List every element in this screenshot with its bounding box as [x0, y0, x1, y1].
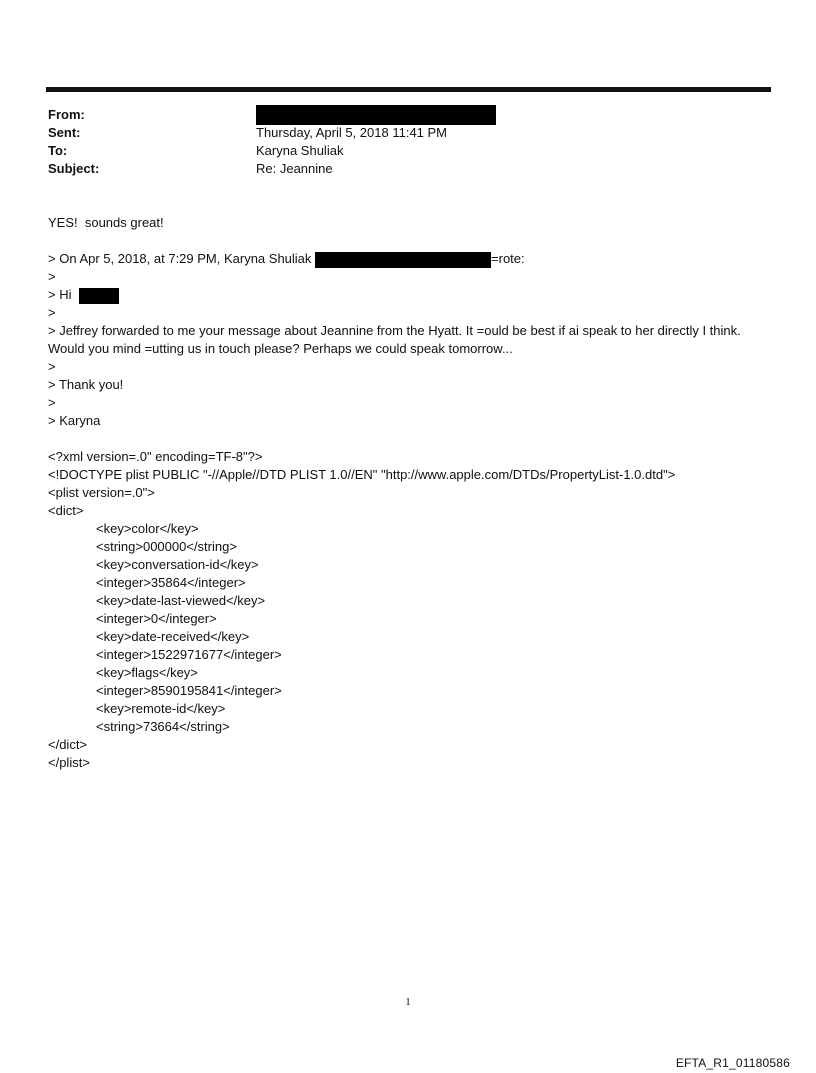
plist-line: <integer>8590195841</integer>	[96, 683, 282, 698]
to-label: To:	[48, 143, 68, 158]
quote-intro-prefix: > On Apr 5, 2018, at 7:29 PM, Karyna Shuliak	[48, 251, 316, 266]
plist-line: <plist version=.0">	[48, 485, 155, 500]
plist-line: <dict>	[48, 503, 84, 518]
plist-line: </plist>	[48, 755, 90, 770]
plist-line: <integer>1522971677</integer>	[96, 647, 282, 662]
subject-value: Re: Jeannine	[256, 161, 333, 176]
plist-line: <integer>35864</integer>	[96, 575, 246, 590]
plist-line: <key>date-last-viewed</key>	[96, 593, 266, 608]
plist-line: <string>73664</string>	[96, 719, 230, 734]
plist-line: </dict>	[48, 737, 88, 752]
redaction-block	[256, 105, 496, 125]
spacer	[48, 430, 763, 448]
plist-line: <?xml version=.0" encoding=TF-8"?>	[48, 449, 263, 464]
redaction-block	[315, 252, 491, 268]
plist-line: <key>conversation-id</key>	[96, 557, 259, 572]
email-header	[48, 106, 768, 178]
quote-intro	[48, 250, 763, 268]
quote-greeting	[48, 286, 763, 304]
page-number: 1	[405, 996, 411, 1008]
plist-block	[48, 448, 763, 772]
subject-label: Subject:	[48, 161, 100, 176]
sent-value: Thursday, April 5, 2018 11:41 PM	[256, 125, 448, 140]
from-row	[48, 106, 768, 124]
to-row	[48, 142, 768, 160]
sent-row	[48, 124, 768, 142]
plist-line: <integer>0</integer>	[96, 611, 217, 626]
plist-line: <key>date-received</key>	[96, 629, 250, 644]
header-rule	[46, 87, 771, 92]
document-id: EFTA_R1_01180586	[675, 1056, 790, 1070]
plist-line: <key>flags</key>	[96, 665, 198, 680]
to-value: Karyna Shuliak	[256, 143, 344, 158]
email-body	[48, 214, 763, 772]
from-value	[256, 106, 496, 125]
quote-intro-suffix: =rote:	[491, 251, 525, 266]
plist-line: <key>remote-id</key>	[96, 701, 226, 716]
quote-message: > Jeffrey forwarded to me your message about Jeannine from the Hyatt. It =ould be best if ai speak to her directly I think. Would you mind =utting us in touch please? Perhaps we could speak tomorrow...	[48, 323, 745, 356]
quote-thanks: > Thank you!	[48, 377, 124, 392]
sent-label: Sent:	[48, 125, 81, 140]
greeting-prefix: > Hi	[48, 287, 76, 302]
plist-line: <string>000000</string>	[96, 539, 237, 554]
plist-line: <key>color</key>	[96, 521, 199, 536]
quote-line: >	[48, 269, 56, 284]
reply-text: YES! sounds great!	[48, 215, 164, 230]
subject-row	[48, 160, 768, 178]
quote-line: >	[48, 395, 56, 410]
quote-line: >	[48, 305, 56, 320]
quote-signature: > Karyna	[48, 413, 101, 428]
from-label: From:	[48, 107, 85, 122]
redaction-block	[79, 288, 119, 304]
quote-line: >	[48, 359, 56, 374]
spacer	[48, 232, 763, 250]
plist-line: <!DOCTYPE plist PUBLIC "-//Apple//DTD PLIST 1.0//EN" "http://www.apple.com/DTDs/PropertyList-1.0.dtd">	[48, 467, 676, 482]
